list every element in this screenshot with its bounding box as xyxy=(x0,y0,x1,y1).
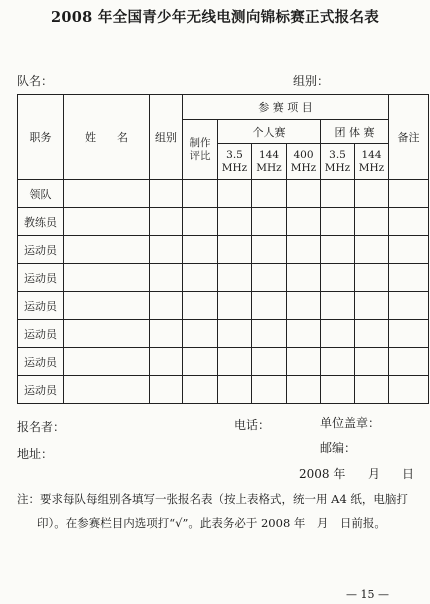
table-cell[interactable] xyxy=(218,264,252,292)
table-cell[interactable] xyxy=(355,264,389,292)
row-role: 领队 xyxy=(18,180,64,208)
table-cell[interactable] xyxy=(183,320,218,348)
table-cell[interactable] xyxy=(355,320,389,348)
row-role: 运动员 xyxy=(18,236,64,264)
table-cell[interactable] xyxy=(183,180,218,208)
table-cell[interactable] xyxy=(150,376,183,404)
date-month: 月 xyxy=(368,467,381,481)
table-cell[interactable] xyxy=(183,236,218,264)
postcode-label: 邮编： xyxy=(320,441,357,455)
header-individual: 个人赛 xyxy=(218,120,321,144)
table-cell[interactable] xyxy=(150,264,183,292)
table-cell[interactable] xyxy=(321,264,355,292)
table-cell[interactable] xyxy=(287,180,321,208)
table-cell[interactable] xyxy=(150,292,183,320)
header-remark: 备注 xyxy=(389,95,429,180)
table-cell[interactable] xyxy=(150,208,183,236)
table-cell[interactable] xyxy=(183,348,218,376)
date-year: 2008 年 xyxy=(299,467,346,481)
header-team: 团 体 赛 xyxy=(321,120,389,144)
table-cell[interactable] xyxy=(287,348,321,376)
table-cell[interactable] xyxy=(355,292,389,320)
table-cell[interactable] xyxy=(252,320,287,348)
table-cell[interactable] xyxy=(321,292,355,320)
table-cell[interactable] xyxy=(287,376,321,404)
band-ind-2 xyxy=(252,144,287,180)
table-cell[interactable] xyxy=(389,320,429,348)
table-row xyxy=(18,236,429,264)
table-row xyxy=(18,376,429,404)
registration-table xyxy=(17,94,429,404)
table-row xyxy=(18,208,429,236)
table-cell[interactable] xyxy=(218,376,252,404)
row-role: 运动员 xyxy=(18,348,64,376)
band-ind-1 xyxy=(218,144,252,180)
header-name-a: 姓 xyxy=(85,131,96,144)
table-cell[interactable] xyxy=(355,208,389,236)
table-cell[interactable] xyxy=(183,208,218,236)
table-cell[interactable] xyxy=(287,208,321,236)
table-cell[interactable] xyxy=(252,208,287,236)
table-row xyxy=(18,264,429,292)
team-name-label: 队名： xyxy=(17,74,54,88)
table-row xyxy=(18,348,429,376)
note-line-2: 印）。在参赛栏目内选项打“√”。此表务必于 2008 年 月 日前报。 xyxy=(37,516,386,530)
table-cell[interactable] xyxy=(252,376,287,404)
header-name xyxy=(64,95,150,180)
table-cell[interactable] xyxy=(218,180,252,208)
table-cell[interactable] xyxy=(64,348,150,376)
row-role: 运动员 xyxy=(18,292,64,320)
table-cell[interactable] xyxy=(287,292,321,320)
header-events: 参 赛 项 目 xyxy=(183,95,389,120)
table-cell[interactable] xyxy=(321,236,355,264)
date-day: 日 xyxy=(402,467,415,481)
row-role: 教练员 xyxy=(18,208,64,236)
table-cell[interactable] xyxy=(150,320,183,348)
table-cell[interactable] xyxy=(355,236,389,264)
band-unit: MHz xyxy=(324,161,351,174)
table-cell[interactable] xyxy=(218,348,252,376)
band-unit: MHz xyxy=(358,161,385,174)
row-role: 运动员 xyxy=(18,264,64,292)
table-cell[interactable] xyxy=(389,348,429,376)
table-cell[interactable] xyxy=(389,236,429,264)
table-cell[interactable] xyxy=(389,376,429,404)
band-ind-3 xyxy=(287,144,321,180)
table-cell[interactable] xyxy=(64,236,150,264)
table-cell[interactable] xyxy=(355,348,389,376)
table-cell[interactable] xyxy=(252,292,287,320)
form-title: 2008 年全国青少年无线电测向锦标赛正式报名表 xyxy=(50,9,380,26)
table-cell[interactable] xyxy=(150,180,183,208)
table-cell[interactable] xyxy=(321,376,355,404)
table-cell[interactable] xyxy=(321,320,355,348)
table-row xyxy=(18,180,429,208)
band-freq: 3.5 xyxy=(226,148,243,161)
address-label: 地址： xyxy=(17,447,54,461)
table-cell[interactable] xyxy=(64,180,150,208)
table-cell[interactable] xyxy=(64,292,150,320)
page-number: — 15 — xyxy=(346,588,389,601)
row-role: 运动员 xyxy=(18,376,64,404)
table-cell[interactable] xyxy=(252,180,287,208)
band-freq: 3.5 xyxy=(329,148,346,161)
band-freq: 400 xyxy=(293,148,314,161)
header-role: 职务 xyxy=(18,95,64,180)
table-cell[interactable] xyxy=(150,236,183,264)
band-team-1 xyxy=(321,144,355,180)
table-cell[interactable] xyxy=(252,264,287,292)
table-cell[interactable] xyxy=(183,292,218,320)
table-row xyxy=(18,320,429,348)
table-cell[interactable] xyxy=(389,180,429,208)
table-cell[interactable] xyxy=(389,264,429,292)
unit-seal-label: 单位盖章： xyxy=(320,416,381,430)
header-name-b: 名 xyxy=(116,131,128,144)
table-cell[interactable] xyxy=(321,348,355,376)
table-cell[interactable] xyxy=(252,236,287,264)
table-cell[interactable] xyxy=(321,180,355,208)
table-cell[interactable] xyxy=(64,208,150,236)
band-unit: MHz xyxy=(256,161,282,174)
table-cell[interactable] xyxy=(287,320,321,348)
band-team-2 xyxy=(355,144,389,180)
band-unit: MHz xyxy=(290,161,317,174)
table-cell[interactable] xyxy=(64,320,150,348)
table-cell[interactable] xyxy=(218,236,252,264)
table-cell[interactable] xyxy=(218,292,252,320)
note-line-1: 注：要求每队每组别各填写一张报名表（按上表格式，统一用 A4 纸，电脑打 xyxy=(17,492,408,506)
table-cell[interactable] xyxy=(321,208,355,236)
table-cell[interactable] xyxy=(150,348,183,376)
band-freq: 144 xyxy=(258,148,280,161)
header-group: 组别 xyxy=(150,95,183,180)
header-make-eval: 制作评比 xyxy=(183,120,218,180)
table-cell[interactable] xyxy=(355,180,389,208)
table-cell[interactable] xyxy=(287,264,321,292)
row-role: 运动员 xyxy=(18,320,64,348)
table-cell[interactable] xyxy=(64,264,150,292)
band-unit: MHz xyxy=(221,161,248,174)
table-row xyxy=(18,292,429,320)
table-cell[interactable] xyxy=(218,320,252,348)
table-cell[interactable] xyxy=(64,376,150,404)
table-cell[interactable] xyxy=(355,376,389,404)
table-cell[interactable] xyxy=(252,348,287,376)
table-cell[interactable] xyxy=(183,264,218,292)
phone-label: 电话： xyxy=(234,418,271,432)
table-cell[interactable] xyxy=(218,208,252,236)
table-cell[interactable] xyxy=(389,208,429,236)
table-cell[interactable] xyxy=(389,292,429,320)
band-freq: 144 xyxy=(361,148,382,161)
table-cell[interactable] xyxy=(183,376,218,404)
group-label: 组别： xyxy=(293,74,330,88)
reporter-label: 报名者： xyxy=(17,420,66,434)
table-cell[interactable] xyxy=(287,236,321,264)
